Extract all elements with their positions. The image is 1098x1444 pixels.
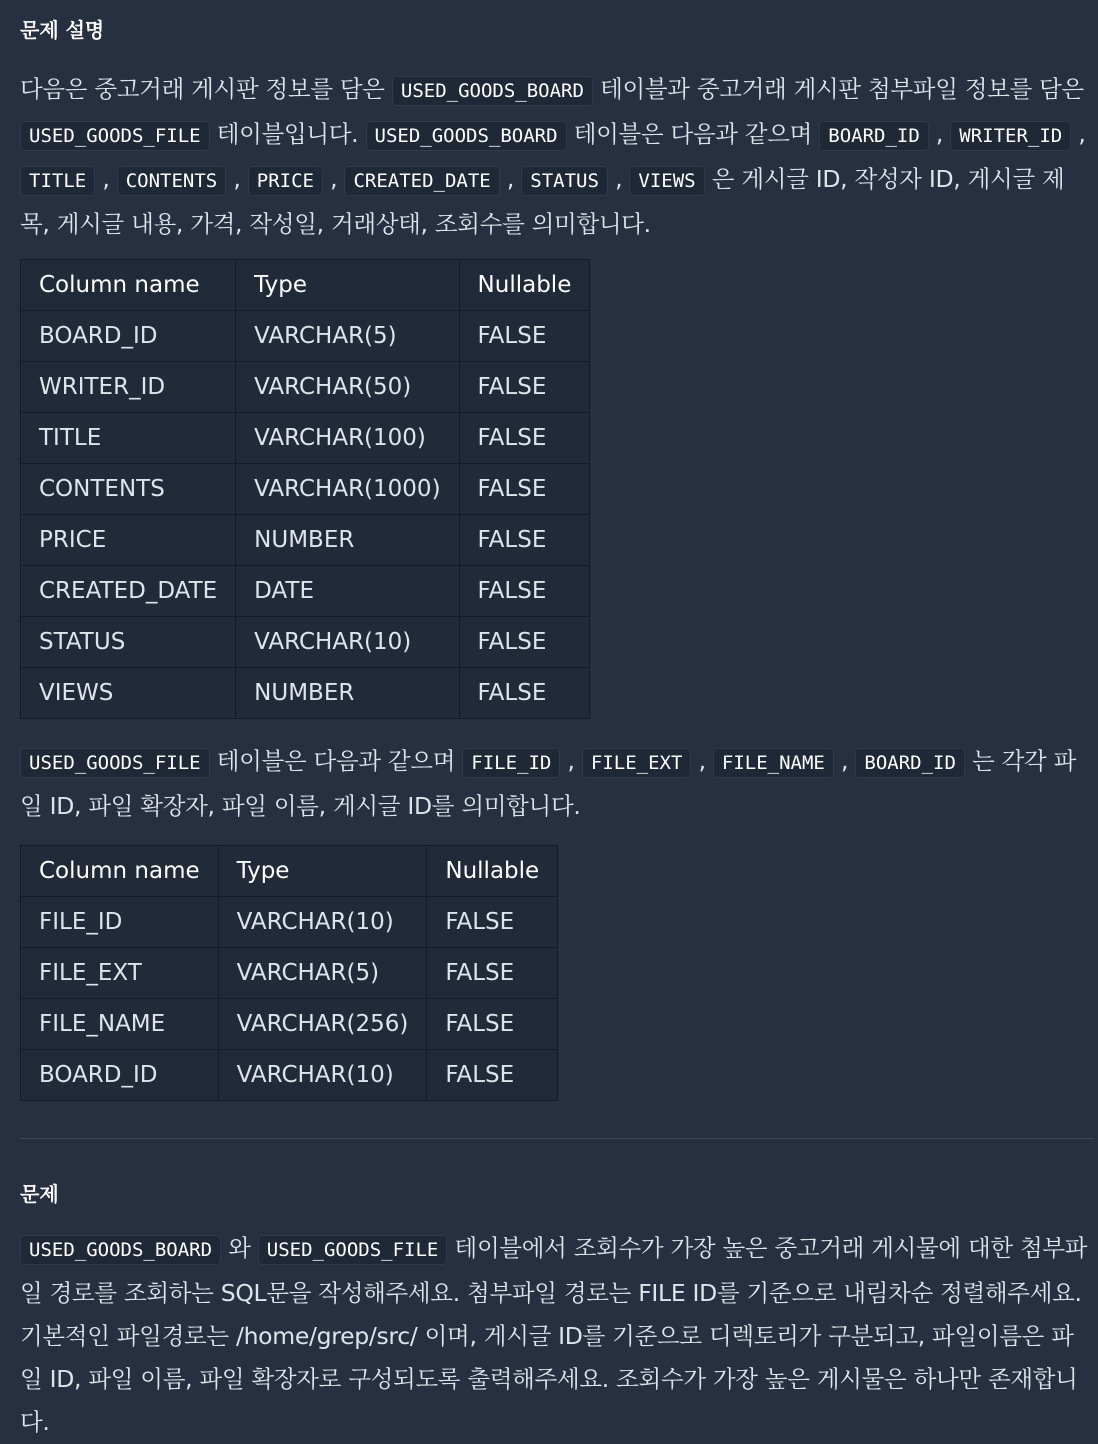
column-name-cell: FILE_EXT <box>21 948 219 999</box>
type-cell: VARCHAR(100) <box>236 413 459 464</box>
code-file-name: FILE_NAME <box>713 748 834 778</box>
table-row <box>21 1050 558 1101</box>
type-cell: DATE <box>236 566 459 617</box>
code-status: STATUS <box>521 166 608 196</box>
column-name-cell: TITLE <box>21 413 236 464</box>
separator: , <box>833 747 856 775</box>
board-schema-table <box>20 259 590 719</box>
nullable-cell: FALSE <box>459 311 590 362</box>
nullable-cell: FALSE <box>459 668 590 719</box>
table-header-row <box>21 260 590 311</box>
code-used-goods-board: USED_GOODS_BOARD <box>20 1235 221 1265</box>
code-used-goods-file: USED_GOODS_FILE <box>20 748 210 778</box>
type-cell: VARCHAR(10) <box>218 1050 427 1101</box>
code-writer-id: WRITER_ID <box>950 121 1071 151</box>
separator: , <box>226 165 248 193</box>
table-row <box>21 948 558 999</box>
column-name-cell: FILE_ID <box>21 897 219 948</box>
column-name-cell: BOARD_ID <box>21 311 236 362</box>
text: 테이블과 중고거래 게시판 첨부파일 정보를 담은 <box>592 75 1084 103</box>
separator: , <box>322 165 345 193</box>
text: 와 <box>221 1234 258 1262</box>
code-contents: CONTENTS <box>117 166 227 196</box>
column-name-cell: VIEWS <box>21 668 236 719</box>
nullable-cell: FALSE <box>427 999 558 1050</box>
text: 테이블은 다음과 같으며 <box>209 747 463 775</box>
separator: , <box>1071 120 1086 148</box>
header-cell: Nullable <box>427 846 558 897</box>
code-used-goods-board: USED_GOODS_BOARD <box>392 76 593 106</box>
nullable-cell: FALSE <box>459 362 590 413</box>
separator: , <box>928 120 951 148</box>
column-name-cell: PRICE <box>21 515 236 566</box>
type-cell: VARCHAR(50) <box>236 362 459 413</box>
nullable-cell: FALSE <box>427 948 558 999</box>
header-cell: Column name <box>21 846 219 897</box>
table-row <box>21 413 590 464</box>
header-cell: Type <box>236 260 459 311</box>
table-row <box>21 362 590 413</box>
column-name-cell: CREATED_DATE <box>21 566 236 617</box>
table-row <box>21 464 590 515</box>
type-cell: NUMBER <box>236 515 459 566</box>
table-row <box>21 515 590 566</box>
nullable-cell: FALSE <box>459 617 590 668</box>
type-cell: VARCHAR(5) <box>236 311 459 362</box>
problem-statement <box>20 1227 1090 1444</box>
code-title: TITLE <box>20 166 95 196</box>
table-row <box>21 897 558 948</box>
separator: , <box>499 165 522 193</box>
header-cell: Column name <box>21 260 236 311</box>
code-used-goods-file: USED_GOODS_FILE <box>258 1235 448 1265</box>
type-cell: VARCHAR(10) <box>218 897 427 948</box>
nullable-cell: FALSE <box>459 413 590 464</box>
text: 는 각각 파일 ID, 파일 확장자, 파일 이름, 게시글 ID를 의미합니다. <box>20 747 1077 820</box>
file-table-description <box>20 740 1090 828</box>
type-cell: VARCHAR(10) <box>236 617 459 668</box>
board-table-description <box>20 68 1090 246</box>
code-used-goods-file: USED_GOODS_FILE <box>20 121 210 151</box>
section-divider <box>20 1138 1094 1139</box>
column-name-cell: WRITER_ID <box>21 362 236 413</box>
text: 테이블입니다. <box>209 120 366 148</box>
text: 다음은 중고거래 게시판 정보를 담은 <box>20 75 392 103</box>
table-row <box>21 617 590 668</box>
code-used-goods-board: USED_GOODS_BOARD <box>366 121 567 151</box>
type-cell: VARCHAR(5) <box>218 948 427 999</box>
type-cell: VARCHAR(256) <box>218 999 427 1050</box>
code-price: PRICE <box>248 166 323 196</box>
nullable-cell: FALSE <box>459 566 590 617</box>
table-row <box>21 668 590 719</box>
table-header-row <box>21 846 558 897</box>
header-cell: Nullable <box>459 260 590 311</box>
separator: , <box>607 165 630 193</box>
table-row <box>21 999 558 1050</box>
file-schema-table <box>20 845 558 1101</box>
type-cell: VARCHAR(1000) <box>236 464 459 515</box>
column-name-cell: CONTENTS <box>21 464 236 515</box>
column-name-cell: BOARD_ID <box>21 1050 219 1101</box>
code-board-id: BOARD_ID <box>819 121 929 151</box>
code-file-ext: FILE_EXT <box>582 748 692 778</box>
code-views: VIEWS <box>629 166 704 196</box>
code-file-id: FILE_ID <box>462 748 560 778</box>
column-name-cell: STATUS <box>21 617 236 668</box>
text: 테이블은 다음과 같으며 <box>566 120 820 148</box>
nullable-cell: FALSE <box>459 515 590 566</box>
nullable-cell: FALSE <box>427 897 558 948</box>
separator: , <box>691 747 713 775</box>
header-cell: Type <box>218 846 427 897</box>
type-cell: NUMBER <box>236 668 459 719</box>
problem-heading: 문제 <box>20 1182 59 1206</box>
column-name-cell: FILE_NAME <box>21 999 219 1050</box>
nullable-cell: FALSE <box>459 464 590 515</box>
table-row <box>21 311 590 362</box>
code-created-date: CREATED_DATE <box>344 166 499 196</box>
description-heading: 문제 설명 <box>20 18 105 42</box>
separator: , <box>95 165 117 193</box>
text: 은 게시글 ID, 작성자 ID, 게시글 제목, 게시글 내용, 가격, 작성일, 거래상태, 조회수를 의미합니다. <box>20 165 1065 238</box>
separator: , <box>560 747 582 775</box>
table-row <box>21 566 590 617</box>
nullable-cell: FALSE <box>427 1050 558 1101</box>
code-board-id: BOARD_ID <box>855 748 965 778</box>
text: 테이블에서 조회수가 가장 높은 중고거래 게시물에 대한 첨부파일 경로를 조회하는 SQL문을 작성해주세요. 첨부파일 경로는 FILE ID를 기준으로 내림차순 정렬해주세요. 기본적인 파일경로는 /home/grep/src/ 이며, 게시글 ID를 기준으로 디렉토리가 구분되고, 파일이름은 파일 ID, 파일 이름, 파일 확장자로 구성되도록 출력해주세요. 조회수가 가장 높은 게시물은 하나만 존재합니다. <box>20 1234 1088 1436</box>
